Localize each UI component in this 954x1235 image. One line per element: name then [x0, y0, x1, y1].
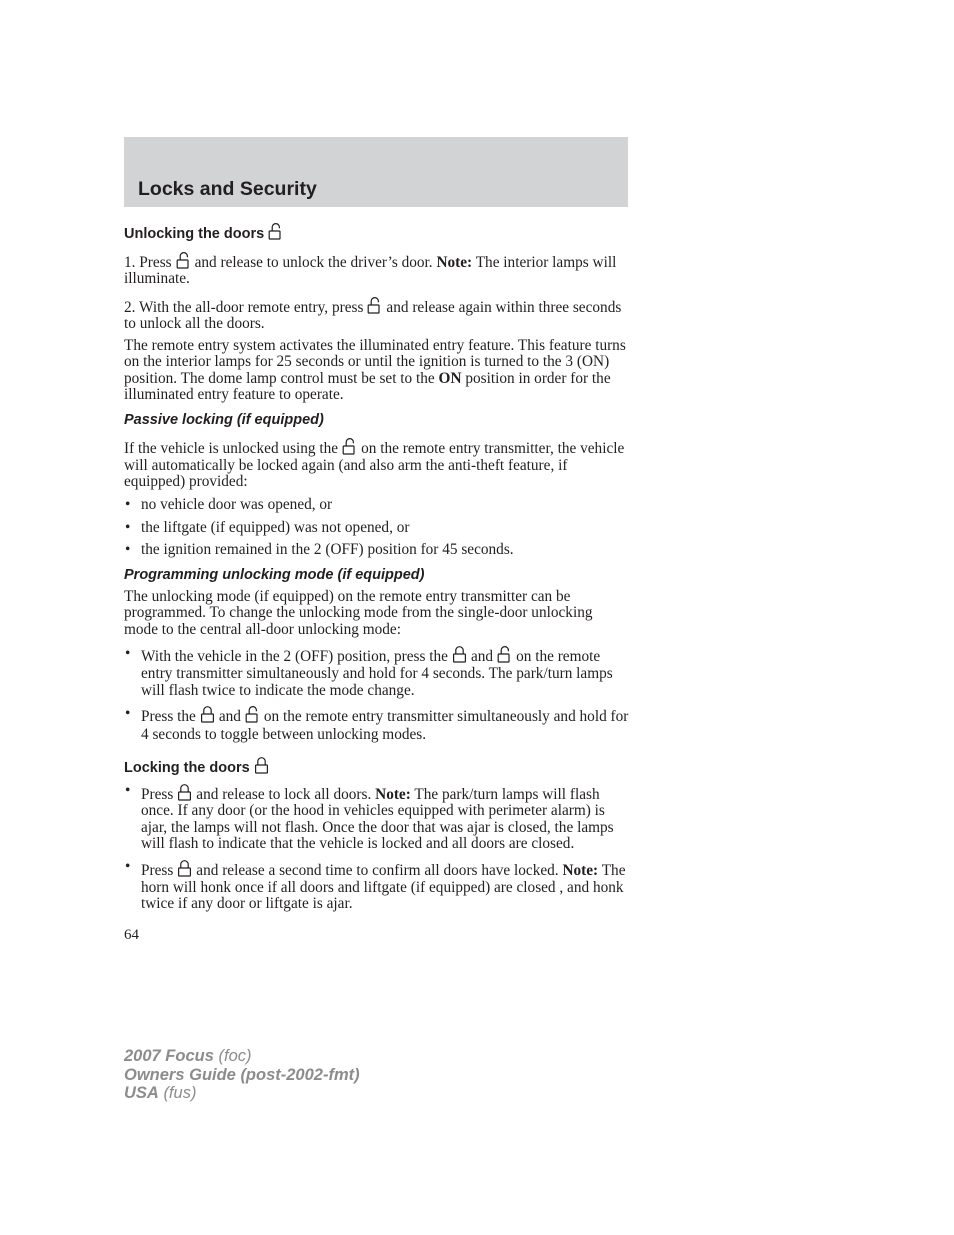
list-item: • Press and release to lock all doors. Note: The park/turn lamps will flash once. If any door (or the hood in vehicles equipped with perimeter alarm) is ajar, the lamps will not flash. Once the door that was ajar is closed, the lamps will flash to indicate that the vehicle is locked and all doors are closed. [124, 783, 630, 852]
list-item: • Press and release a second time to confirm all doors have locked. Note: The horn will honk once if all doors and liftgate (if equipped) are closed , and honk twice if any door or liftgate is ajar. [124, 859, 630, 912]
document-footer [124, 1047, 360, 1103]
list-item: • the ignition remained in the 2 (OFF) position for 45 seconds. [124, 542, 630, 558]
passive-locking-heading: Passive locking (if equipped) [124, 412, 324, 429]
passive-locking-list [124, 497, 630, 558]
unlock-icon [367, 296, 382, 314]
programming-heading: Programming unlocking mode (if equipped) [124, 567, 425, 584]
unlock-icon [268, 222, 283, 240]
unlocking-heading [124, 222, 630, 243]
footer-line-1: 2007 Focus (foc) [124, 1047, 252, 1065]
lock-icon [254, 756, 269, 774]
passive-locking-intro: If the vehicle is unlocked using the on the remote entry transmitter, the vehicle will automatically be locked again (and also arm the anti-theft feature, if equipped) provided: [124, 437, 630, 490]
section-header-band [124, 137, 628, 207]
locking-heading-text: Locking the doors [124, 760, 250, 777]
unlock-step-1: 1. Press and release to unlock the driver’s door. Note: The interior lamps will illuminate. [124, 251, 630, 288]
footer-line-3: USA (fus) [124, 1084, 197, 1102]
locking-list [124, 783, 630, 912]
list-item: • the liftgate (if equipped) was not opened, or [124, 520, 630, 536]
list-item: • no vehicle door was opened, or [124, 497, 630, 513]
note-label: Note: [436, 254, 473, 271]
unlocking-heading-text: Unlocking the doors [124, 226, 265, 242]
lock-icon [177, 859, 192, 877]
note-label: Note: [375, 786, 411, 804]
list-item: • Press the and on the remote entry transmitter simultaneously and hold for 4 seconds to toggle between unlocking modes. [124, 705, 630, 744]
footer-line-2: Owners Guide (post-2002-fmt) [124, 1065, 360, 1084]
locking-heading [124, 756, 630, 777]
lock-icon [177, 783, 192, 801]
list-item: • With the vehicle in the 2 (OFF) position, press the and on the remote entry transmitter simultaneously and hold for 4 seconds. The park/turn lamps will flash twice to indicate the mode change. [124, 645, 630, 699]
programming-intro: The unlocking mode (if equipped) on the remote entry transmitter can be programmed. To change the unlocking mode from the single-door unlocking mode to the central all-door unlocking mode: [124, 588, 593, 638]
illuminated-entry-paragraph: The remote entry system activates the illuminated entry feature. This feature turns on the interior lamps for 25 seconds or until the ignition is turned to the 3 (ON) position. The dome lamp control must be set to the ON position in order for the illuminated entry feature to operate. [124, 337, 626, 404]
note-label: Note: [562, 862, 599, 880]
page-content [124, 220, 630, 912]
lock-icon [452, 645, 467, 663]
unlock-icon [245, 705, 260, 723]
section-title: Locks and Security [138, 178, 317, 200]
lock-icon [200, 705, 215, 723]
unlock-icon [497, 645, 512, 663]
programming-list [124, 645, 630, 744]
unlock-icon [176, 251, 191, 269]
unlock-icon [342, 437, 357, 455]
unlock-step-2: 2. With the all-door remote entry, press and release again within three seconds to unlock all the doors. [124, 296, 630, 333]
page-number: 64 [124, 927, 139, 943]
